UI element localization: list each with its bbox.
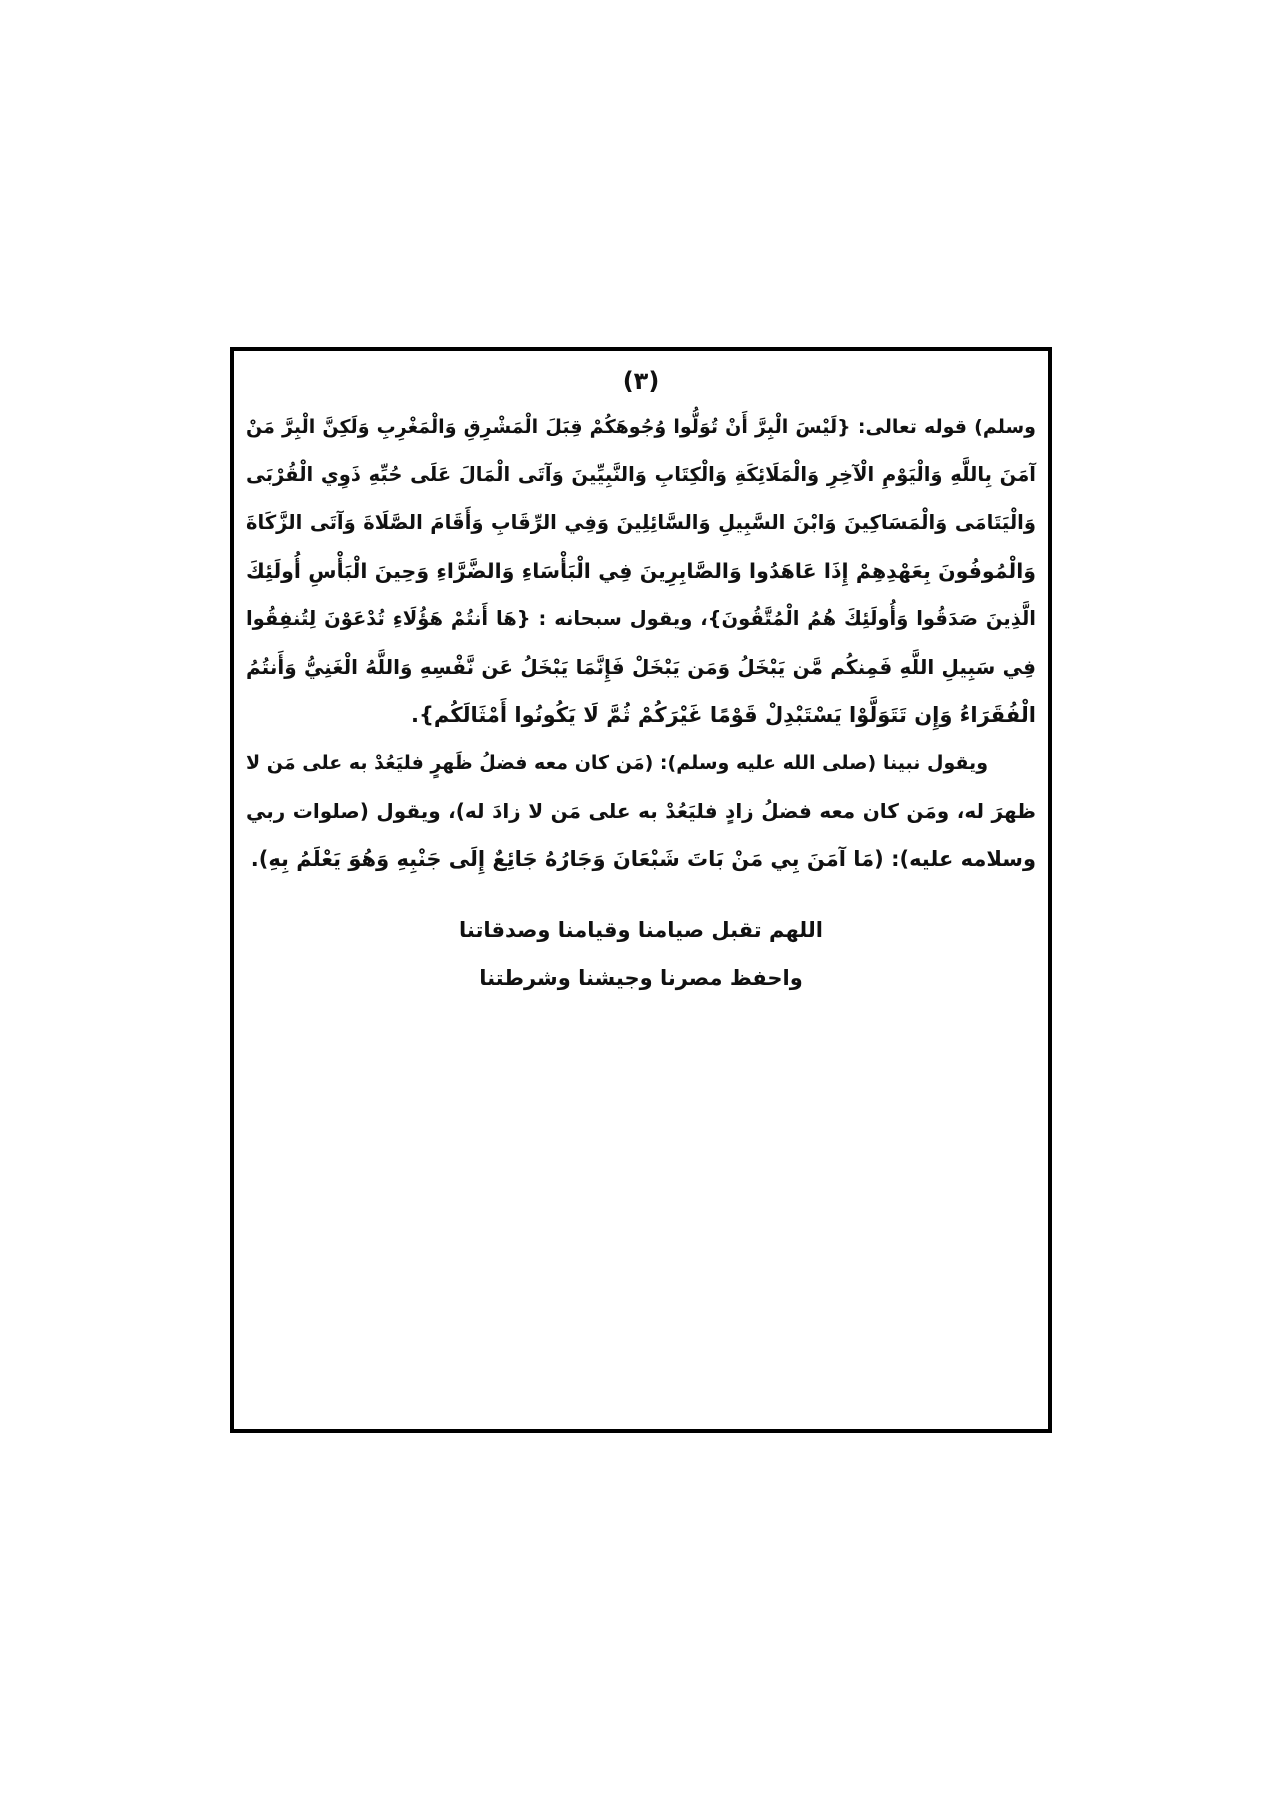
text-line: الْفُقَرَاءُ وَإِن تَتَوَلَّوْا يَسْتَبْدِلْ قَوْمًا غَيْرَكُمْ ثُمَّ لَا يَكُونُوا أَمْثَالَكُم}. bbox=[410, 703, 1036, 727]
text-line: آمَنَ بِاللَّهِ وَالْيَوْمِ الْآخِرِ وَالْمَلَائِكَةِ وَالْكِتَابِ وَالنَّبِيِّينَ وَآتَى الْمَالَ عَلَى حُبِّهِ ذَوِي الْقُرْبَى bbox=[246, 463, 1036, 486]
page-number: (٣) bbox=[622, 367, 660, 395]
text-line: الَّذِينَ صَدَقُوا وَأُولَئِكَ هُمُ الْمُتَّقُونَ}، ويقول سبحانه : {هَا أَنتُمْ هَؤُلَاءِ تُدْعَوْنَ لِتُنفِقُوا bbox=[246, 607, 1036, 630]
text-line: وسلم) قوله تعالى: {لَيْسَ الْبِرَّ أَنْ تُوَلُّوا وُجُوهَكُمْ قِبَلَ الْمَشْرِقِ وَالْمَغْرِبِ وَلَكِنَّ الْبِرَّ مَنْ bbox=[246, 416, 1036, 438]
closing-prayer bbox=[234, 906, 1048, 1002]
text-line: وَالْمُوفُونَ بِعَهْدِهِمْ إِذَا عَاهَدُوا وَالصَّابِرِينَ فِي الْبَأْسَاءِ وَالضَّرَّاءِ وَحِينَ الْبَأْسِ أُولَئِكَ bbox=[246, 559, 1036, 583]
text-line: ظهرَ له، ومَن كان معه فضلُ زادٍ فليَعُدْ به على مَن لا زادَ له)، ويقول (صلوات ربي bbox=[246, 799, 1036, 823]
text-line: وسلامه عليه): (مَا آمَنَ بِي مَنْ بَاتَ شَبْعَانَ وَجَارُهُ جَائِعٌ إِلَى جَنْبِهِ وَهُوَ يَعْلَمُ بِهِ). bbox=[250, 847, 1036, 871]
page-border-frame bbox=[230, 347, 1052, 1433]
text-line: ويقول نبينا (صلى الله عليه وسلم): (مَن كان معه فضلُ ظَهرٍ فليَعُدْ به على مَن لا bbox=[246, 752, 988, 774]
text-line: وَالْيَتَامَى وَالْمَسَاكِينَ وَابْنَ السَّبِيلِ وَالسَّائِلِينَ وَفِي الرِّقَابِ وَأَقَامَ الصَّلَاةَ وَآتَى الزَّكَاةَ bbox=[246, 511, 1036, 534]
text-line: فِي سَبِيلِ اللَّهِ فَمِنكُم مَّن يَبْخَلُ وَمَن يَبْخَلْ فَإِنَّمَا يَبْخَلُ عَن نَّفْسِهِ وَاللَّهُ الْغَنِيُّ وَأَنتُمُ bbox=[246, 655, 1036, 679]
closing-line: اللهم تقبل صيامنا وقيامنا وصدقاتنا bbox=[459, 918, 823, 942]
body-text bbox=[246, 403, 1036, 883]
closing-line: واحفظ مصرنا وجيشنا وشرطتنا bbox=[479, 966, 803, 990]
